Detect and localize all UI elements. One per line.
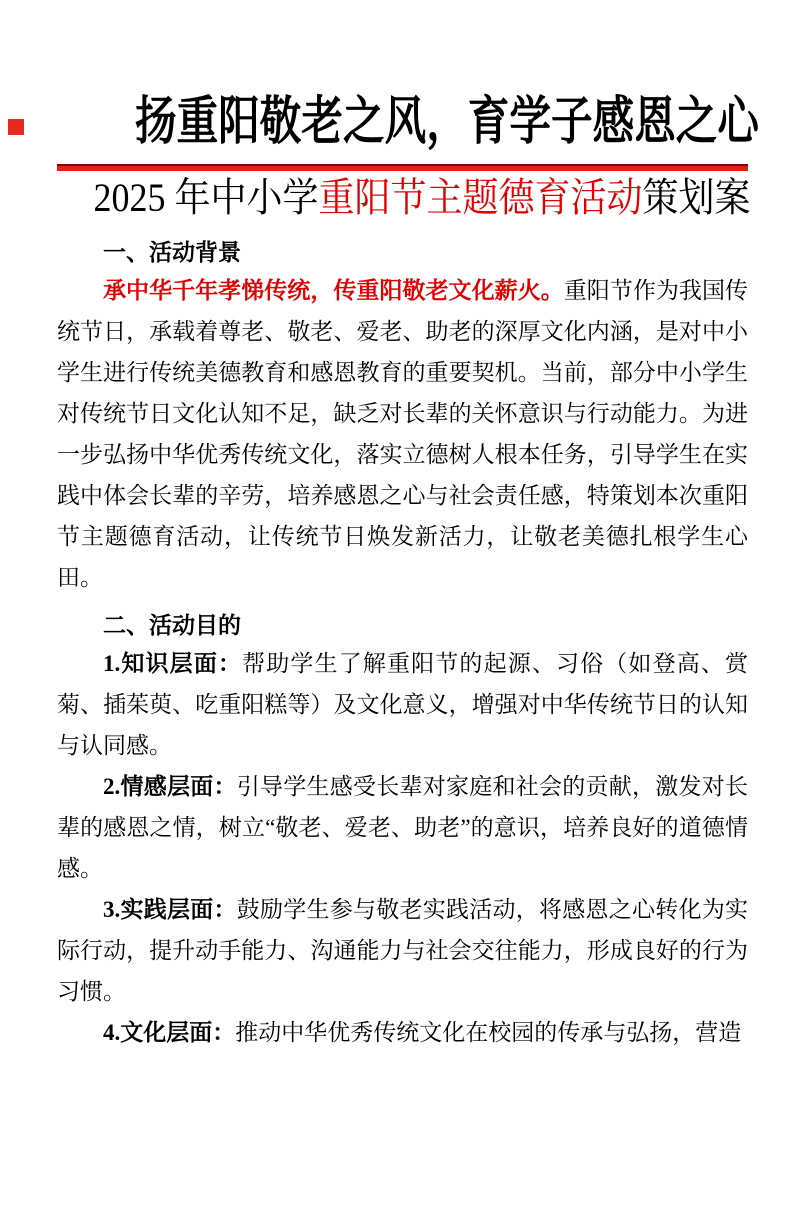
purpose-item-culture xyxy=(57,1012,748,1053)
purpose-item-emotion xyxy=(57,766,748,889)
background-body-text: 重阳节作为我国传统节日，承载着尊老、敬老、爱老、助老的深厚文化内涵，是对中小学生进行传统美德教育和感恩教育的重要契机。当前，部分中小学生对传统节日文化认知不足，缺乏对长辈的关怀意识与行动能力。为进一步弘扬中华优秀传统文化，落实立德树人根本任务，引导学生在实践中体会长辈的辛劳，培养感恩之心与社会责任感，特策划本次重阳节主题德育活动，让传统节日焕发新活力，让敬老美德扎根学生心田。 xyxy=(57,278,749,590)
purpose-item-2-text: 引导学生感受长辈对家庭和社会的贡献，激发对长辈的感恩之情，树立“敬老、爱老、助老”的意识，培养良好的道德情感。 xyxy=(57,774,748,881)
purpose-item-4-text: 推动中华优秀传统文化在校园的传承与弘扬，营造 xyxy=(235,1020,742,1045)
purpose-item-3-label: 3.实践层面： xyxy=(103,897,237,922)
page-subtitle-text xyxy=(94,171,751,225)
page-subtitle xyxy=(57,171,751,225)
subtitle-highlight: 重阳节主题德育活动 xyxy=(318,175,643,220)
background-lead-red-sentence: 承中华千年孝悌传统，传重阳敬老文化薪火。 xyxy=(103,278,564,303)
page-title-text: 扬重阳敬老之风，育学子感恩之心 xyxy=(135,94,760,151)
purpose-item-1-text: 帮助学生了解重阳节的起源、习俗（如登高、赏菊、插茱萸、吃重阳糕等）及文化意义，增强对中华传统节日的认知与认同感。 xyxy=(57,651,749,758)
section-heading-background: 一、活动背景 xyxy=(103,239,241,265)
section-heading-purpose: 二、活动目的 xyxy=(103,612,241,638)
purpose-item-practice xyxy=(57,889,748,1012)
purpose-item-3-text: 鼓励学生参与敬老实践活动，将感恩之心转化为实际行动，提升动手能力、沟通能力与社会交往能力，形成良好的行为习惯。 xyxy=(57,897,748,1004)
document-page xyxy=(0,86,793,1053)
subtitle-prefix: 2025 年中小学 xyxy=(93,175,319,220)
purpose-item-2-label: 2.情感层面： xyxy=(103,774,237,799)
purpose-item-1-label: 1.知识层面： xyxy=(103,651,243,676)
subtitle-suffix: 策划案 xyxy=(642,175,751,220)
title-divider-rule xyxy=(57,164,748,171)
paragraph-background xyxy=(57,270,748,598)
red-corner-marker xyxy=(8,119,24,135)
purpose-item-4-label: 4.文化层面： xyxy=(103,1020,236,1045)
page-title xyxy=(57,86,760,160)
purpose-item-knowledge xyxy=(57,643,748,766)
